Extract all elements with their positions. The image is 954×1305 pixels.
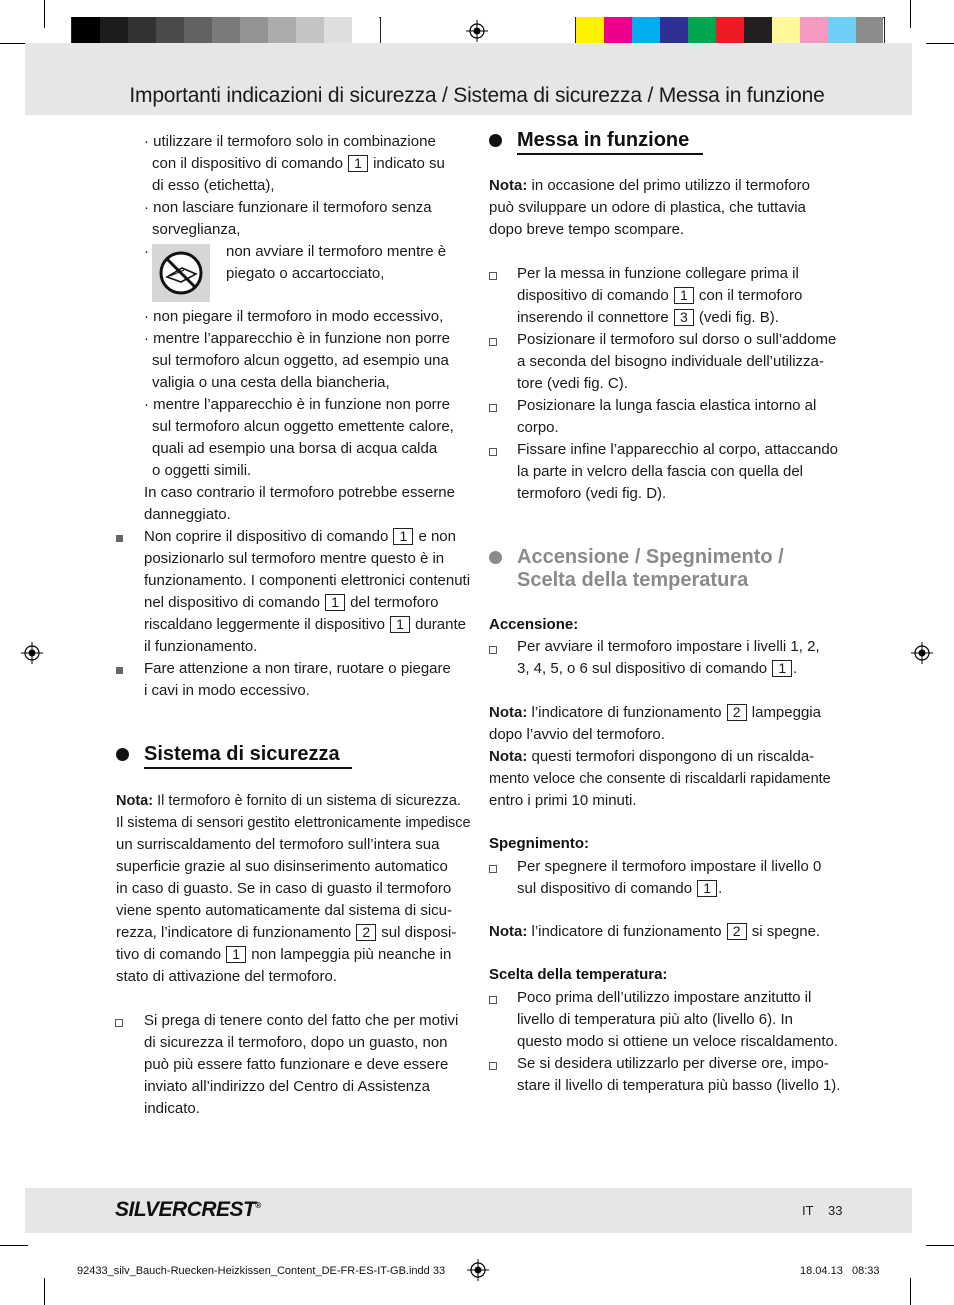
text-line: di esso (etichetta), — [152, 177, 275, 194]
text-line: Nota: l’indicatore di funzionamento 2 si spegne. — [489, 923, 821, 940]
process-swatch — [800, 17, 828, 46]
text-line: Si prega di tenere conto del fatto che per motivi — [144, 1012, 459, 1029]
square-bullet-icon — [116, 535, 123, 542]
crop-mark — [0, 43, 28, 44]
text-line: sul termoforo alcun oggetto, ad esempio una — [152, 352, 449, 369]
checkbox-bullet-icon — [115, 1019, 123, 1027]
gray-swatch — [268, 17, 296, 46]
heading-bullet-icon — [489, 134, 502, 147]
text-line: Nota: questi termofori dispongono di un riscalda- — [489, 748, 815, 765]
gray-swatch — [128, 17, 156, 46]
ref-box: 1 — [393, 528, 413, 545]
ref-box: 1 — [226, 946, 246, 963]
heading-underline — [517, 153, 703, 155]
process-swatch — [828, 17, 856, 46]
text-line: in caso di guasto. Se in caso di guasto il termoforo — [116, 880, 452, 897]
section-heading-messa-in-funzione: Messa in funzione — [517, 129, 690, 151]
text-line: Non coprire il dispositivo di comando 1 e non — [144, 528, 456, 545]
text-line: piegato o accartocciato, — [226, 265, 385, 282]
text-line: può più essere fatto funzionare e deve essere — [144, 1056, 449, 1073]
crop-mark — [926, 43, 954, 44]
gray-swatch — [100, 17, 128, 46]
text-line: Se si desidera utilizzarlo per diverse ore, impo- — [517, 1055, 829, 1072]
text-line: Poco prima dell’utilizzo impostare anzitutto il — [517, 989, 812, 1006]
text-line: stato di attivazione del termoforo. — [116, 968, 337, 985]
subheading: Accensione: — [489, 616, 579, 633]
text-line: i cavi in modo eccessivo. — [144, 682, 310, 699]
section-heading-accensione-line2: Scelta della temperatura — [517, 569, 749, 591]
ref-box: 2 — [356, 924, 376, 941]
text-line: di sicurezza il termoforo, dopo un guasto, non — [144, 1034, 448, 1051]
text-line: · — [144, 243, 149, 260]
text-line: posizionarlo sul termoforo mentre questo è in — [144, 550, 445, 567]
crop-mark — [910, 0, 911, 28]
text-line: tore (vedi fig. C). — [517, 375, 628, 392]
text-line: a seconda del bisogno individuale dell’utilizza- — [517, 353, 824, 370]
registration-mark-icon — [911, 642, 933, 664]
gray-swatch — [296, 17, 324, 46]
text-line: · mentre l’apparecchio è in funzione non porre — [144, 396, 451, 413]
process-swatch — [744, 17, 772, 46]
text-line: In caso contrario il termoforo potrebbe esserne — [144, 484, 455, 501]
text-line: dopo breve tempo scompare. — [489, 221, 685, 238]
process-swatch — [716, 17, 744, 46]
text-line: · non piegare il termoforo in modo eccessivo, — [144, 308, 444, 325]
text-line: mento veloce che consente di riscaldarli rapidamente — [489, 771, 831, 787]
gray-swatch — [156, 17, 184, 46]
process-swatch — [632, 17, 660, 46]
text-line: non avviare il termoforo mentre è — [226, 243, 447, 260]
square-bullet-icon — [116, 667, 123, 674]
text-line: può sviluppare un odore di plastica, che tuttavia — [489, 199, 806, 216]
print-date: 18.04.13 08:33 — [800, 1265, 880, 1277]
ref-box: 1 — [325, 594, 345, 611]
registration-mark-icon — [466, 20, 488, 42]
text-line: nel dispositivo di comando 1 del termoforo — [144, 594, 439, 611]
gray-swatch — [184, 17, 212, 46]
checkbox-bullet-icon — [489, 404, 497, 412]
text-line: corpo. — [517, 419, 559, 436]
checkbox-bullet-icon — [489, 1062, 497, 1070]
text-line: Nota: in occasione del primo utilizzo il termoforo — [489, 177, 810, 194]
text-line: valigia o una cesta della biancheria, — [152, 374, 390, 391]
text-line: dopo l’avvio del termoforo. — [489, 726, 665, 743]
process-swatch — [856, 17, 883, 46]
ref-box: 1 — [390, 616, 410, 633]
gray-swatch — [352, 17, 379, 46]
text-line: Nota: l’indicatore di funzionamento 2 lampeggia — [489, 704, 821, 721]
heading-underline — [144, 767, 352, 769]
crop-mark — [44, 0, 45, 28]
section-heading-accensione: Accensione / Spegnimento / — [517, 546, 784, 568]
gray-swatch — [324, 17, 352, 46]
checkbox-bullet-icon — [489, 338, 497, 346]
registration-mark-icon — [21, 642, 43, 664]
text-line: entro i primi 10 minuti. — [489, 792, 637, 809]
process-swatch — [576, 17, 604, 46]
text-line: tivo di comando 1 non lampeggia più neanche in — [116, 946, 452, 963]
registration-mark-icon — [467, 1259, 489, 1281]
text-line: Il sistema di sensori gestito elettronicamente impedisce — [116, 815, 471, 831]
do-not-fold-icon — [152, 244, 210, 302]
page-number: IT 33 — [802, 1203, 843, 1218]
text-line: inserendo il connettore 3 (vedi fig. B). — [517, 309, 779, 326]
page-title: Importanti indicazioni di sicurezza / Sistema di sicurezza / Messa in funzione — [129, 84, 825, 107]
brand-logo: SILVERCREST® — [115, 1198, 261, 1221]
checkbox-bullet-icon — [489, 865, 497, 873]
checkbox-bullet-icon — [489, 646, 497, 654]
ref-box: 1 — [697, 880, 717, 897]
text-line: · mentre l’apparecchio è in funzione non porre — [144, 330, 451, 347]
text-line: Fissare infine l’apparecchio al corpo, attaccando — [517, 441, 839, 458]
crop-mark — [910, 1278, 911, 1305]
text-line: danneggiato. — [144, 506, 231, 523]
text-line: funzionamento. I componenti elettronici contenuti — [144, 572, 471, 589]
text-line: Nota: Il termoforo è fornito di un sistema di sicurezza. — [116, 793, 461, 809]
process-swatch — [772, 17, 800, 46]
text-line: Per avviare il termoforo impostare i livelli 1, 2, — [517, 638, 820, 655]
text-line: un surriscaldamento del termoforo sull’intera sua — [116, 836, 440, 853]
process-swatch — [660, 17, 688, 46]
process-swatch — [688, 17, 716, 46]
text-line: viene spento automaticamente dal sistema di sicu- — [116, 902, 453, 919]
gray-swatch — [72, 17, 100, 46]
text-line: Fare attenzione a non tirare, ruotare o piegare — [144, 660, 451, 677]
text-line: rezza, l’indicatore di funzionamento 2 sul disposi- — [116, 924, 457, 941]
text-line: Per spegnere il termoforo impostare il livello 0 — [517, 858, 822, 875]
text-line: indicato. — [144, 1100, 200, 1117]
text-line: Per la messa in funzione collegare prima il — [517, 265, 799, 282]
crop-mark — [926, 1245, 954, 1246]
ref-box: 2 — [727, 923, 747, 940]
text-line: Posizionare il termoforo sul dorso o sull’addome — [517, 331, 837, 348]
text-line: · utilizzare il termoforo solo in combinazione — [144, 133, 436, 150]
text-line: inviato all’indirizzo del Centro di Assistenza — [144, 1078, 430, 1095]
subheading: Spegnimento: — [489, 835, 589, 852]
ref-box: 1 — [674, 287, 694, 304]
gray-swatch — [212, 17, 240, 46]
text-line: quali ad esempio una borsa di acqua calda — [152, 440, 438, 457]
text-line: riscaldano leggermente il dispositivo 1 durante — [144, 616, 466, 633]
gray-swatch — [240, 17, 268, 46]
text-line: termoforo (vedi fig. D). — [517, 485, 667, 502]
checkbox-bullet-icon — [489, 272, 497, 280]
text-line: · non lasciare funzionare il termoforo senza — [144, 199, 432, 216]
checkbox-bullet-icon — [489, 996, 497, 1004]
heading-bullet-icon — [489, 551, 502, 564]
text-line: stare il livello di temperatura più basso (livello 1). — [517, 1077, 841, 1094]
text-line: sul termoforo alcun oggetto emettente calore, — [152, 418, 454, 435]
subheading: Scelta della temperatura: — [489, 966, 668, 983]
text-line: sorveglianza, — [152, 221, 241, 238]
ref-box: 3 — [674, 309, 694, 326]
text-line: con il dispositivo di comando 1 indicato su — [152, 155, 445, 172]
ref-box: 1 — [772, 660, 792, 677]
text-line: 3, 4, 5, o 6 sul dispositivo di comando 1 . — [517, 660, 798, 677]
text-line: la parte in velcro della fascia con quella del — [517, 463, 804, 480]
crop-mark — [44, 1278, 45, 1305]
text-line: superficie grazie al suo disinserimento automatico — [116, 858, 448, 875]
heading-bullet-icon — [116, 748, 129, 761]
text-line: livello di temperatura più alto (livello 6). In — [517, 1011, 793, 1028]
text-line: dispositivo di comando 1 con il termoforo — [517, 287, 803, 304]
ref-box: 2 — [727, 704, 747, 721]
text-line: il funzionamento. — [144, 638, 258, 655]
text-line: o oggetti simili. — [152, 462, 252, 479]
checkbox-bullet-icon — [489, 448, 497, 456]
text-line: questo modo si ottiene un veloce riscaldamento. — [517, 1033, 839, 1050]
crop-mark — [0, 1245, 28, 1246]
process-swatch — [604, 17, 632, 46]
text-line: Posizionare la lunga fascia elastica intorno al — [517, 397, 817, 414]
file-slug: 92433_silv_Bauch-Ruecken-Heizkissen_Content_DE-FR-ES-IT-GB.indd 33 — [77, 1265, 446, 1277]
ref-box: 1 — [348, 155, 368, 172]
section-heading-sicurezza: Sistema di sicurezza — [144, 743, 340, 765]
text-line: sul dispositivo di comando 1 . — [517, 880, 723, 897]
